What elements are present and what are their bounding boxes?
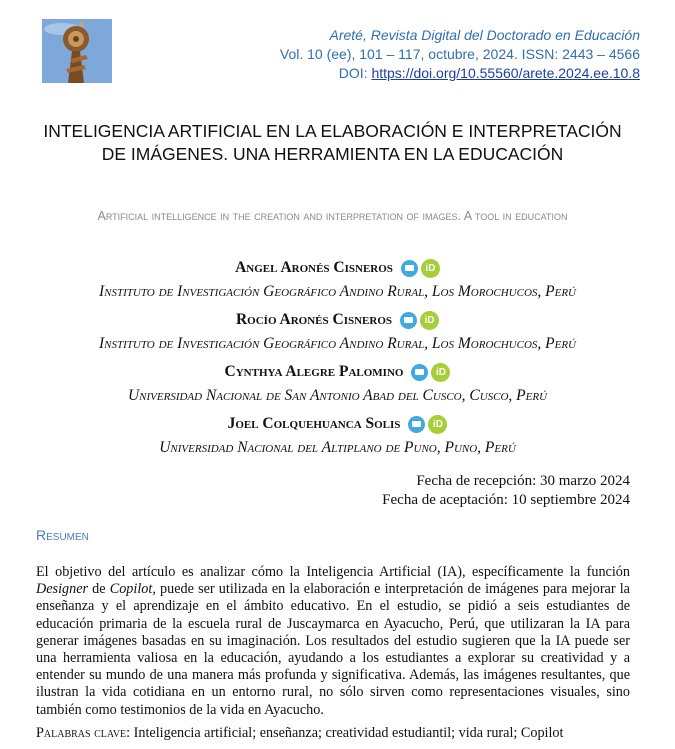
received-date: Fecha de recepción: 30 marzo 2024 bbox=[416, 473, 630, 489]
author-row bbox=[0, 415, 675, 434]
author-row bbox=[0, 311, 675, 330]
doi-label: DOI: bbox=[338, 65, 368, 81]
keywords-values: Inteligencia artificial; enseñanza; creatividad estudiantil; vida rural; Copilot bbox=[133, 725, 564, 741]
author-row bbox=[0, 363, 675, 382]
keywords-label: Palabras clave: bbox=[36, 725, 131, 741]
author-affiliation: Universidad Nacional del Altiplano de Puno, Puno, Perú bbox=[159, 439, 516, 456]
author-affiliation: Instituto de Investigación Geográfico Andino Rural, Los Morochucos, Perú bbox=[99, 335, 576, 352]
orcid-icon[interactable]: iD bbox=[428, 415, 447, 434]
volume-line: Vol. 10 (ee), 101 – 117, octubre, 2024. ISSN: 2443 – 4566 bbox=[279, 46, 640, 62]
author-name: Joel Colquehuanca Solis bbox=[227, 415, 401, 433]
journal-header bbox=[140, 26, 640, 83]
orcid-icon[interactable]: iD bbox=[421, 259, 440, 278]
author-affiliation: Universidad Nacional de San Antonio Abad del Cusco, Cusco, Perú bbox=[127, 387, 548, 404]
abstract-part: de bbox=[88, 581, 110, 598]
orcid-icon[interactable]: iD bbox=[431, 363, 450, 382]
email-icon[interactable] bbox=[411, 364, 428, 381]
author-name: Angel Aronés Cisneros bbox=[235, 259, 393, 277]
doi-line bbox=[140, 64, 640, 83]
abstract-part: El objetivo del artículo es analizar cómo la Inteligencia Artificial (IA), específicamente la función bbox=[36, 564, 630, 580]
author-row bbox=[0, 259, 675, 278]
abstract-text bbox=[36, 564, 630, 719]
journal-logo bbox=[42, 19, 112, 83]
email-icon[interactable] bbox=[401, 260, 418, 277]
designer-term: Designer bbox=[36, 581, 89, 598]
author-affiliation: Instituto de Investigación Geográfico Andino Rural, Los Morochucos, Perú bbox=[99, 283, 576, 300]
keywords bbox=[36, 725, 636, 742]
copilot-term: Copilot bbox=[109, 581, 153, 598]
abstract-heading: Resumen bbox=[36, 527, 89, 543]
accepted-date: Fecha de aceptación: 10 septiembre 2024 bbox=[382, 492, 630, 508]
author-name: Rocío Aronés Cisneros bbox=[235, 311, 392, 329]
journal-name: Areté, Revista Digital del Doctorado en Educación bbox=[329, 27, 640, 43]
orcid-icon[interactable]: iD bbox=[420, 311, 439, 330]
sculpture-logo-icon bbox=[42, 19, 112, 83]
article-title: INTELIGENCIA ARTIFICIAL EN LA ELABORACIÓN E INTERPRETACIÓN DE IMÁGENES. UNA HERRAMIENTA EN LA EDUCACIÓN bbox=[43, 121, 622, 164]
email-icon[interactable] bbox=[400, 312, 417, 329]
email-icon[interactable] bbox=[408, 416, 425, 433]
doi-link[interactable]: https://doi.org/10.55560/arete.2024.ee.10.8 bbox=[371, 65, 640, 81]
abstract-part: , puede ser utilizada en la elaboración e interpretación de imágenes para mejorar la enseñanza y el aprendizaje en el ámbito educativo. En el estudio, se pidió a seis estudiantes de educación primaria de la escuela rural de Juscaymarca en Ayacucho, Perú, que utilizaran la IA para generar imágenes basadas en su imaginación. Los resultados del estudio sugieren que la IA puede ser una herramienta valiosa en la educación, ayudando a los estudiantes a explorar su creatividad y a entender su mundo de una manera más profunda y significativa. Además, las imágenes resultantes, que ilustran la vida cotidiana en un entorno rural, no sólo sirven como representaciones visuales, sino también como testimonios de la vida en Ayacucho. bbox=[36, 581, 630, 718]
author-name: Cynthya Alegre Palomino bbox=[224, 363, 404, 381]
article-subtitle: Artificial intelligence in the creation and interpretation of images. A tool in education bbox=[97, 209, 568, 223]
